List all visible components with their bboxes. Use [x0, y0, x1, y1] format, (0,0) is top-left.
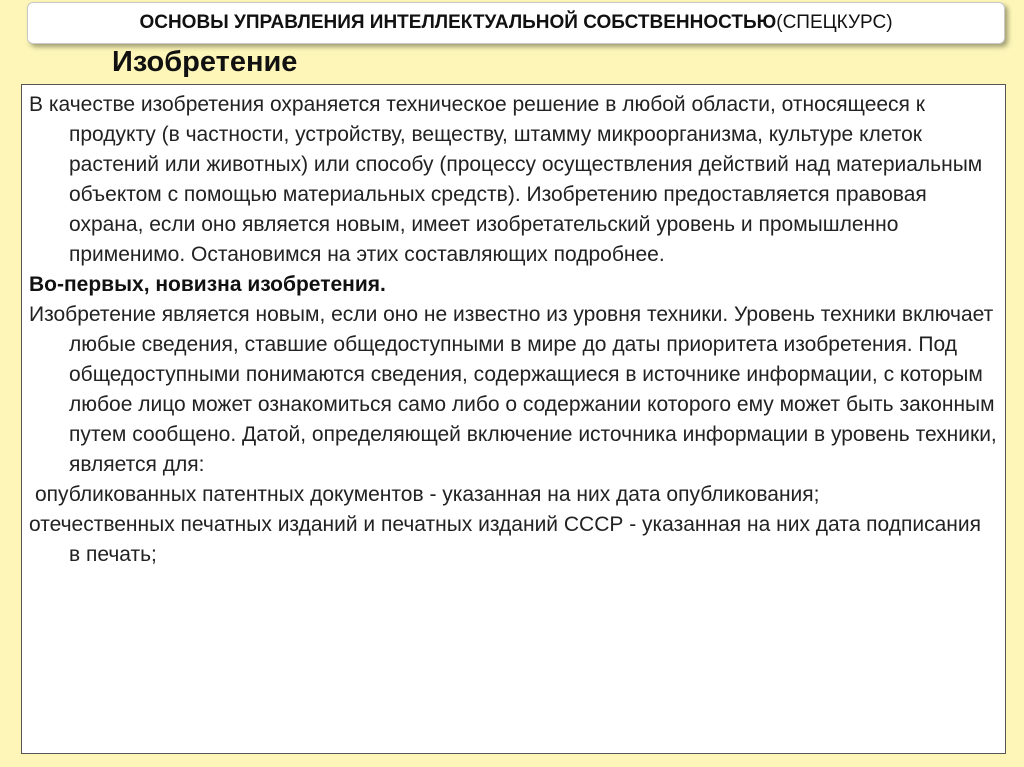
paragraph-novelty: Изобретение является новым, если оно не известно из уровня техники. Уровень техники включает любые сведения, ставшие общедоступными в мире до даты приоритета изобретения. Под общедоступными понимаются сведения, содержащиеся в источнике информации, с которым любое лицо может ознакомиться само либо о содержании которого ему может быть законным путем сообщено. Датой, определяющей включение источника информации в уровень техники, является для: — [29, 303, 997, 476]
course-subtitle: (СПЕЦКУРС) — [776, 12, 893, 33]
paragraph-definition: В качестве изобретения охраняется техническое решение в любой области, относящееся к продукту (в частности, устройству, веществу, штамму микроорганизма, культуре клеток растений или животных) или способу (процессу осуществления действий над материальным объектом с помощью материальных средств). Изобретению предоставляется правовая охрана, если оно является новым, имеет изобретательский уровень и промышленно применимо. Остановимся на этих составляющих подробнее. — [29, 93, 983, 266]
paragraph-novelty-heading: Во-первых, новизна изобретения. — [29, 273, 386, 296]
course-header — [27, 2, 1005, 44]
slide-title: Изобретение — [112, 46, 298, 78]
paragraph-patent-documents: опубликованных патентных документов - указанная на них дата опубликования; — [35, 483, 820, 506]
paragraph-printed-editions: отечественных печатных изданий и печатных изданий СССР - указанная на них дата подписания в печать; — [29, 513, 981, 566]
content-box — [21, 84, 1006, 754]
course-title: ОСНОВЫ УПРАВЛЕНИЯ ИНТЕЛЛЕКТУАЛЬНОЙ СОБСТВЕННОСТЬЮ — [139, 12, 777, 33]
